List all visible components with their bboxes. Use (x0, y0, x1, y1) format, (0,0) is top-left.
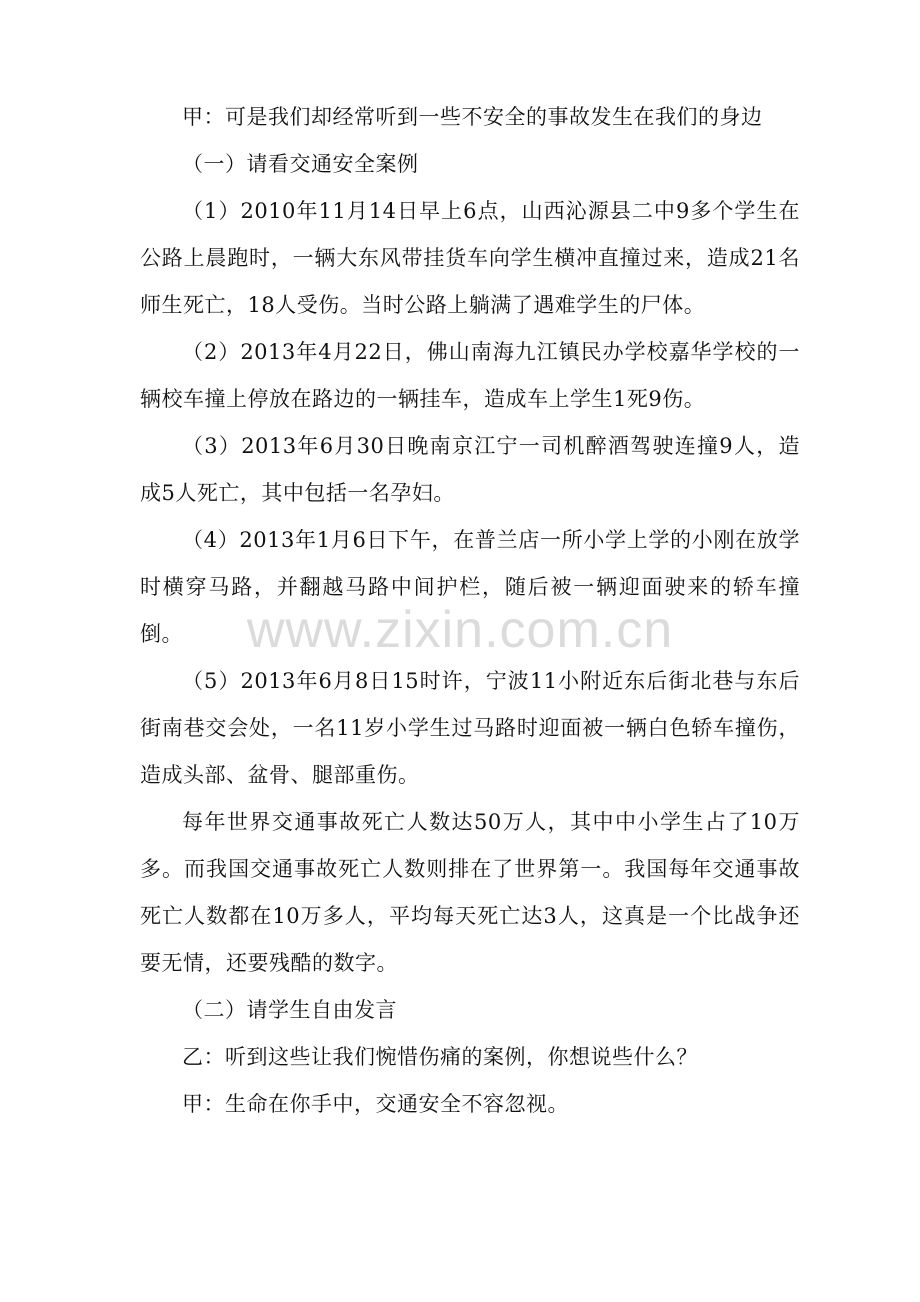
dialogue-yi: 乙：听到这些让我们惋惜伤痛的案例，你想说些什么？ (182, 1045, 698, 1069)
case-3-paragraph: （3）2013年6月30日晚南京江宁一司机醉酒驾驶连撞9人，造成5人死亡，其中包括一名孕妇。 (140, 434, 800, 505)
statistics-paragraph: 每年世界交通事故死亡人数达50万人，其中中小学生占了10万多。而我国交通事故死亡人数则排在了世界第一。我国每年交通事故死亡人数都在10万多人，平均每天死亡达3人，这真是一个比战争还要无情，还要残酷的数字。 (140, 810, 800, 975)
section-heading-free-speech: （二）请学生自由发言 (182, 998, 397, 1022)
paragraph-intro: 甲：可是我们却经常听到一些不安全的事故发生在我们的身边 (182, 105, 763, 129)
dialogue-jia: 甲：生命在你手中，交通安全不容忽视。 (182, 1092, 569, 1116)
document-body (140, 94, 800, 1128)
case-2-paragraph: （2）2013年4月22日，佛山南海九江镇民办学校嘉华学校的一辆校车撞上停放在路边的一辆挂车，造成车上学生1死9伤。 (140, 340, 800, 411)
case-4-paragraph: （4）2013年1月6日下午，在普兰店一所小学上学的小刚在放学时横穿马路，并翻越马路中间护栏，随后被一辆迎面驶来的轿车撞倒。 (140, 528, 800, 646)
watermark: www.zixin.com.cn (246, 601, 674, 659)
case-1-paragraph: （1）2010年11月14日早上6点，山西沁源县二中9多个学生在公路上晨跑时，一辆大东风带挂货车向学生横冲直撞过来，造成21名师生死亡，18人受伤。当时公路上躺满了遇难学生的尸体。 (140, 199, 800, 317)
case-5-paragraph: （5）2013年6月8日15时许，宁波11小附近东后街北巷与东后街南巷交会处，一名11岁小学生过马路时迎面被一辆白色轿车撞伤，造成头部、盆骨、腿部重伤。 (140, 669, 800, 787)
section-heading-traffic-cases: （一）请看交通安全案例 (182, 152, 419, 176)
